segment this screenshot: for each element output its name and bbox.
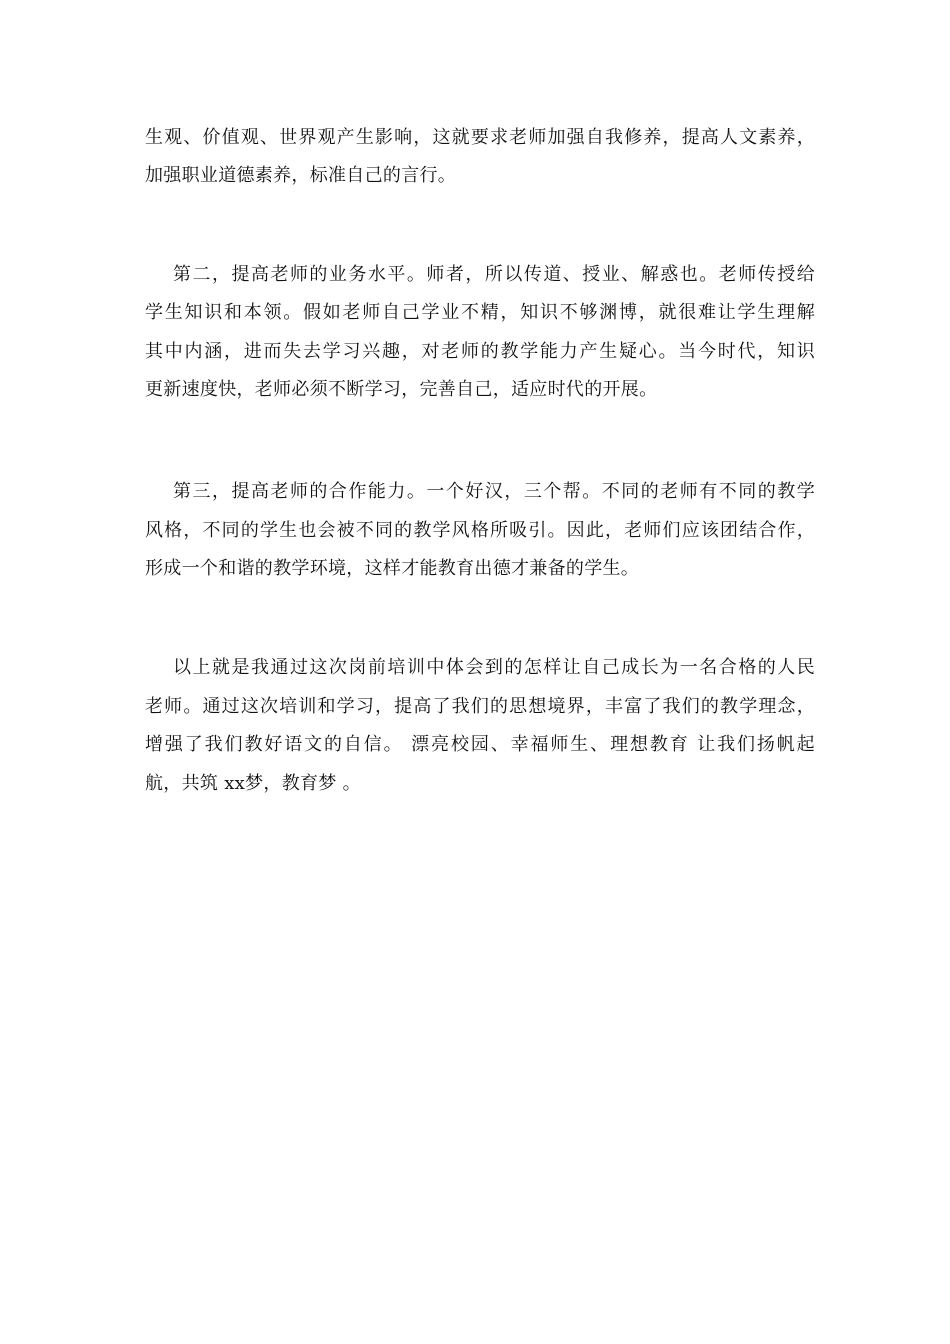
paragraph-4-line-1: 以上就是我通过这次岗前培训中体会到的怎样让自己成长为一名合格的人民: [173, 657, 815, 678]
paragraph-1-line-1: 生观、价值观、世界观产生影响，这就要求老师加强自我修养，提高人文素养，: [145, 127, 815, 148]
paragraph-4-line-3: 增强了我们教好语文的自信。 漂亮校园、幸福师生、理想教育 让我们扬帆起: [145, 734, 815, 755]
paragraph-2-line-2: 学生知识和本领。假如老师自己学业不精，知识不够渊博，就很难让学生理解: [145, 302, 815, 323]
paragraph-3-line-2: 风格，不同的学生也会被不同的教学风格所吸引。因此，老师们应该团结合作，: [145, 520, 815, 541]
paragraph-2-line-1: 第二，提高老师的业务水平。师者，所以传道、授业、解惑也。老师传授给: [173, 264, 815, 285]
paragraph-2-line-3: 其中内涵，进而失去学习兴趣，对老师的教学能力产生疑心。当今时代，知识: [145, 341, 815, 362]
paragraph-3-line-3: 形成一个和谐的教学环境，这样才能教育出德才兼备的学生。: [145, 558, 640, 579]
paragraph-2-line-4: 更新速度快，老师必须不断学习，完善自己，适应时代的开展。: [145, 379, 658, 400]
paragraph-4-line-2: 老师。通过这次培训和学习，提高了我们的思想境界，丰富了我们的教学理念，: [145, 696, 815, 717]
paragraph-3-line-1: 第三，提高老师的合作能力。一个好汉，三个帮。不同的老师有不同的教学: [173, 481, 815, 502]
paragraph-1-line-2: 加强职业道德素养，标准自己的言行。: [145, 165, 457, 186]
paragraph-4-line-4: 航，共筑 xx梦，教育梦 。: [145, 773, 361, 794]
